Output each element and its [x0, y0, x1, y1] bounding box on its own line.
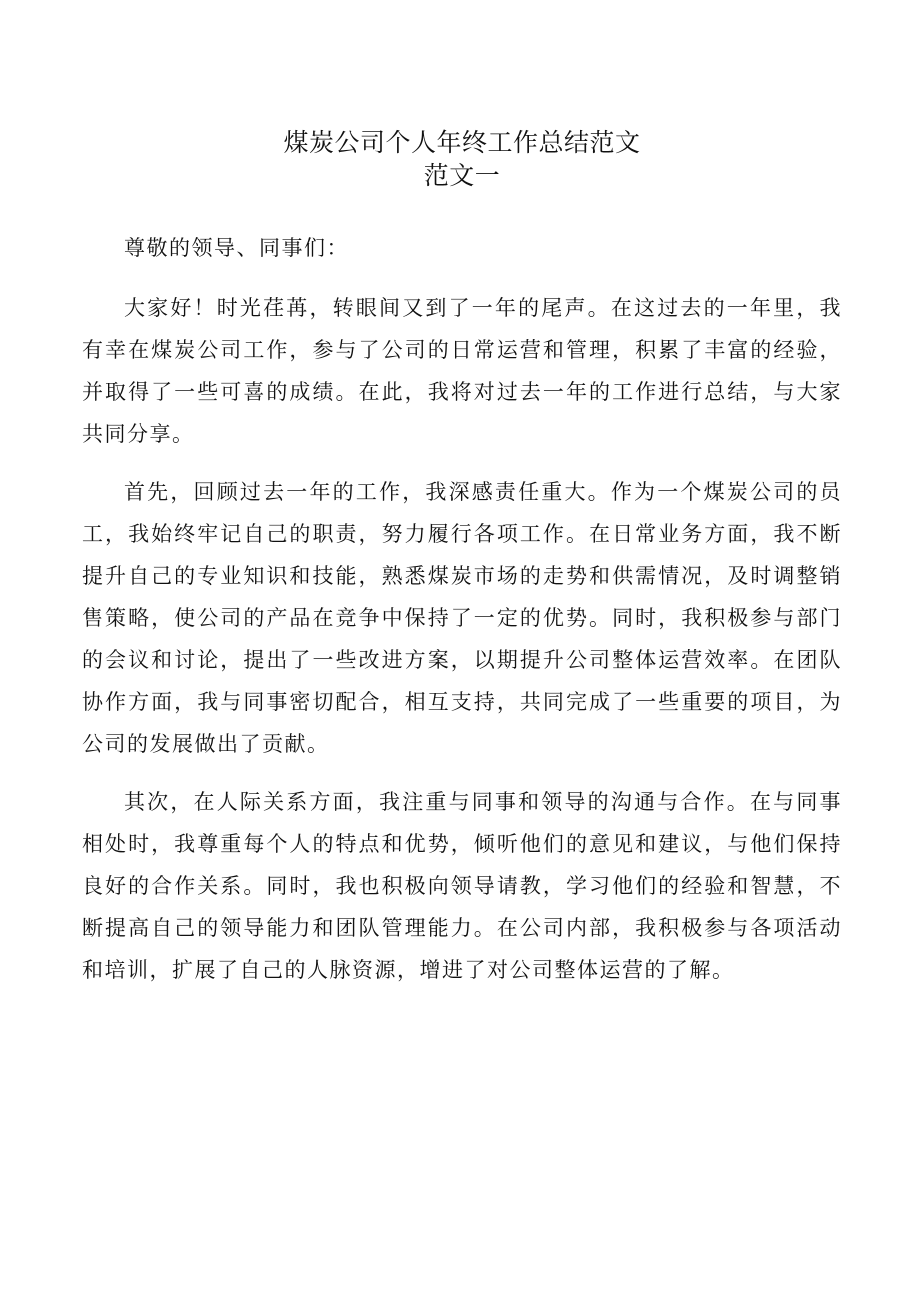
document-title: 煤炭公司个人年终工作总结范文 [283, 128, 641, 157]
title-block [82, 126, 842, 192]
document-body [82, 227, 842, 991]
salutation-paragraph: 尊敬的领导、同事们： [124, 236, 349, 260]
document-subtitle: 范文一 [423, 161, 501, 190]
body-paragraph-intro: 大家好！时光荏苒，转眼间又到了一年的尾声。在这过去的一年里，我有幸在煤炭公司工作，参与了公司的日常运营和管理，积累了丰富的经验，并取得了一些可喜的成绩。在此，我将对过去一年的工作进行总结，与大家共同分享。 [82, 296, 842, 446]
body-paragraph-relationships: 其次，在人际关系方面，我注重与同事和领导的沟通与合作。在与同事相处时，我尊重每个人的特点和优势，倾听他们的意见和建议，与他们保持良好的合作关系。同时，我也积极向领导请教，学习他们的经验和智慧，不断提高自己的领导能力和团队管理能力。在公司内部，我积极参与各项活动和培训，扩展了自己的人脉资源，增进了对公司整体运营的了解。 [82, 790, 842, 982]
body-paragraph-work-review: 首先，回顾过去一年的工作，我深感责任重大。作为一个煤炭公司的员工，我始终牢记自己的职责，努力履行各项工作。在日常业务方面，我不断提升自己的专业知识和技能，熟悉煤炭市场的走势和供需情况，及时调整销售策略，使公司的产品在竞争中保持了一定的优势。同时，我积极参与部门的会议和讨论，提出了一些改进方案，以期提升公司整体运营效率。在团队协作方面，我与同事密切配合，相互支持，共同完成了一些重要的项目，为公司的发展做出了贡献。 [82, 480, 842, 756]
